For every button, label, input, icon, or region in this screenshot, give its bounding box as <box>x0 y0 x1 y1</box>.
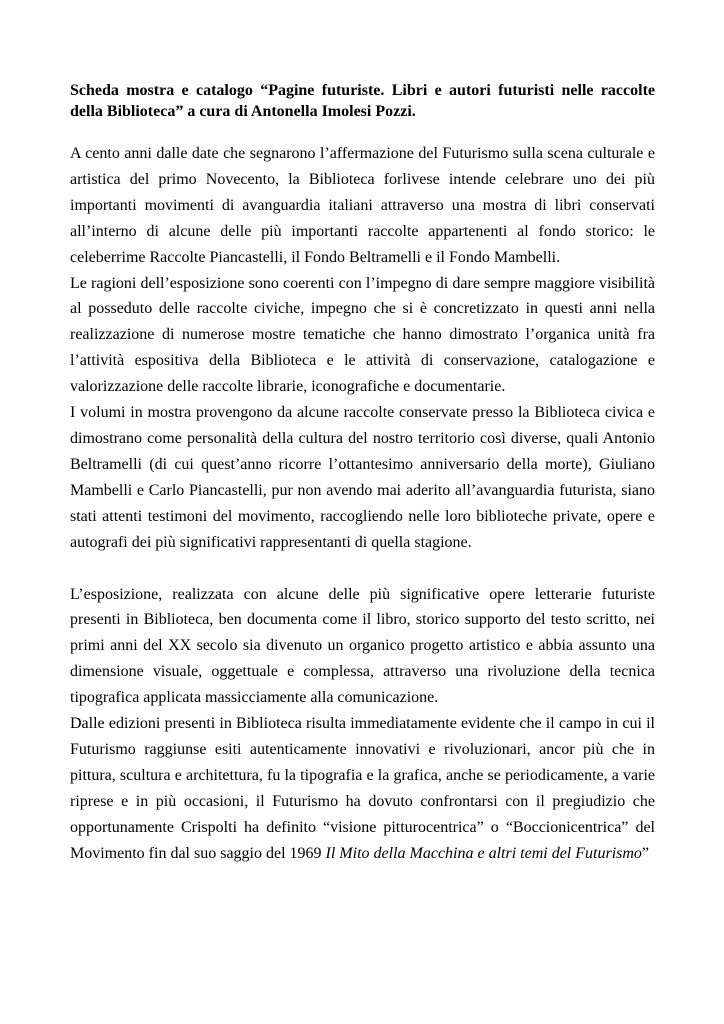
book-title-italic: Il Mito della Macchina e altri temi del Futurismo <box>325 844 642 862</box>
document-page <box>70 80 655 866</box>
paragraph-exhibition: L’esposizione, realizzata con alcune delle più significative opere letterarie futuriste presenti in Biblioteca, ben documenta come il libro, storico supporto del testo scritto, nei primi anni del XX secolo sia divenuto un organico progetto artistico e abbia assunto una dimensione visuale, oggettuale e complessa, attraverso una rivoluzione della tecnica tipografica applicata massicciamente alla comunicazione. <box>70 585 655 707</box>
paragraph-introduction: A cento anni dalle date che segnarono l’affermazione del Futurismo sulla scena culturale e artistica del primo Novecento, la Biblioteca forlivese intende celebrare uno dei più importanti movimenti di avanguardia italiani attraverso una mostra di libri conservati all’interno di alcune delle più importanti raccolte appartenenti al fondo storico: le celeberrime Raccolte Piancastelli, il Fondo Beltramelli e il Fondo Mambelli. <box>70 145 655 266</box>
paragraph-spacer <box>70 556 655 582</box>
paragraph-volumes: I volumi in mostra provengono da alcune raccolte conservate presso la Biblioteca civica e dimostrano come personalità della cultura del nostro territorio così diverse, quali Antonio Beltramelli (di cui quest’anno ricorre l’ottantesimo anniversario della morte), Giuliano Mambelli e Carlo Piancastelli, pur non avendo mai aderito all’avanguardia futurista, siano stati attenti testimoni del movimento, raccogliendo nelle loro biblioteche private, opere e autografi dei più significativi rappresentanti di quella stagione. <box>70 404 655 551</box>
paragraph-editions <box>70 711 655 866</box>
document-title: Scheda mostra e catalogo “Pagine futuriste. Libri e autori futuristi nelle raccolte della Biblioteca” a cura di Antonella Imolesi Pozzi. <box>70 82 655 120</box>
closing-quote: ” <box>641 844 650 862</box>
paragraph-reasons: Le ragioni dell’esposizione sono coerenti con l’impegno di dare sempre maggiore visibilità al posseduto delle raccolte civiche, impegno che si è concretizzato in questi anni nella realizzazione di numerose mostre tematiche che hanno dimostrato l’organica unità fra l’attività espositiva della Biblioteca e le attività di conservazione, catalogazione e valorizzazione delle raccolte librarie, iconografiche e documentarie. <box>70 274 655 396</box>
paragraph-editions-text: Dalle edizioni presenti in Biblioteca risulta immediatamente evidente che il campo in cui il Futurismo raggiunse esiti autenticamente innovativi e rivoluzionari, ancor più che in pittura, scultura e architettura, fu la tipografia e la grafica, anche se periodicamente, a varie riprese e in più occasioni, il Futurismo ha dovuto confrontarsi con il pregiudizio che opportunamente Crispolti ha definito “visione pitturocentrica” o “Boccionicentrica” del Movimento fin dal suo saggio del 1969 <box>70 715 655 862</box>
